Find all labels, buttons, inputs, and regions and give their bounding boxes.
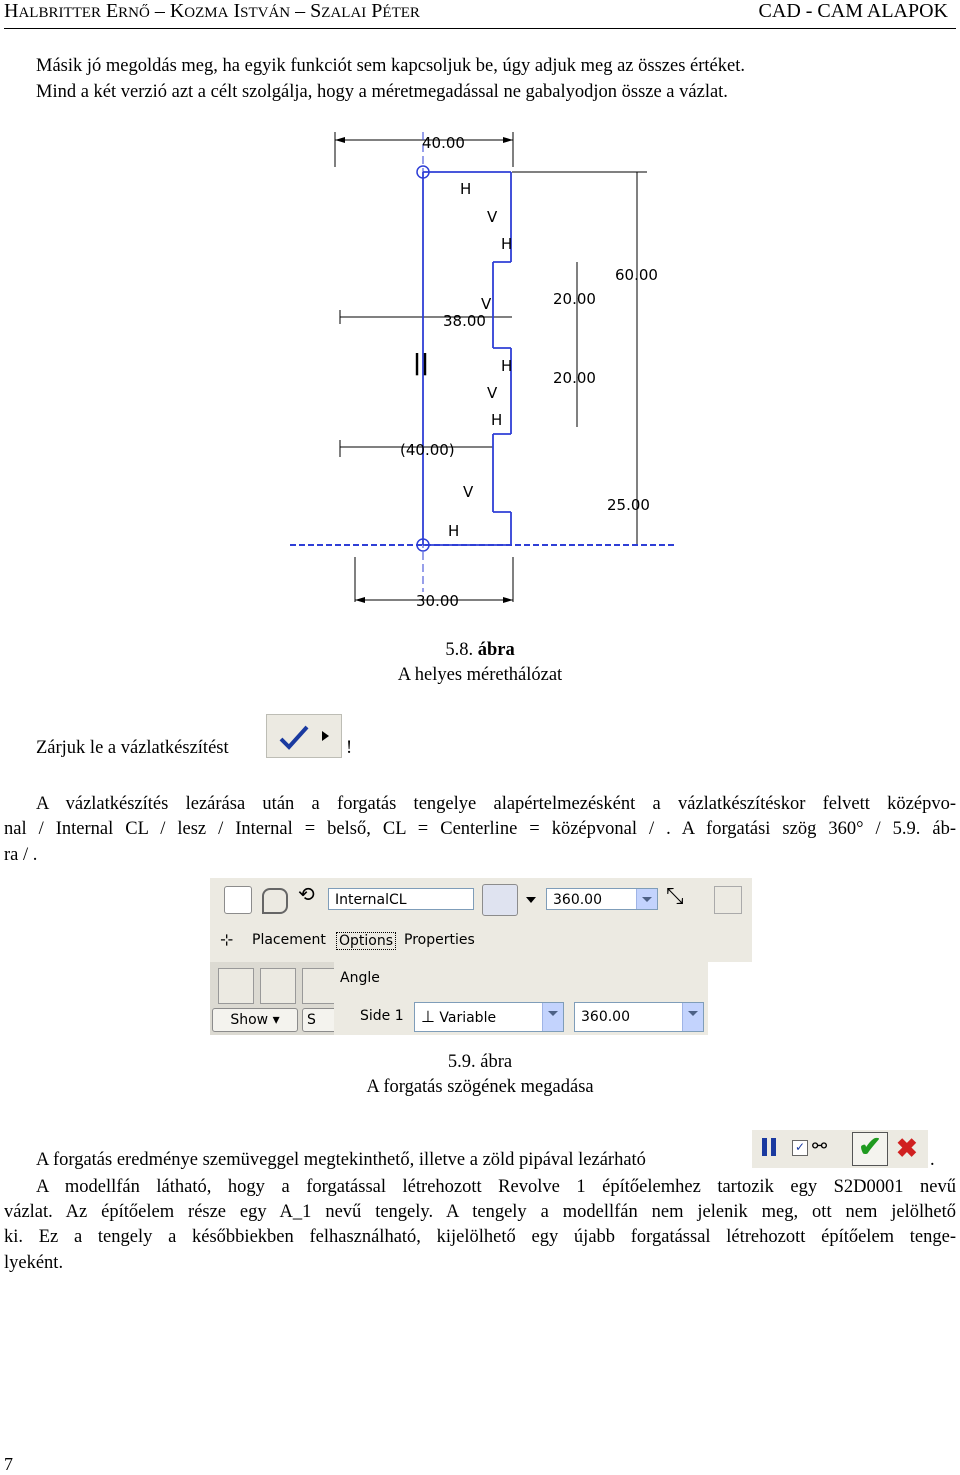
surface-icon[interactable] [262, 888, 288, 914]
preview-toolbar [752, 1130, 928, 1168]
para3-line-1-end: . [930, 1150, 935, 1170]
constraint-v: V [463, 483, 474, 501]
show-button[interactable]: Show ▾ [212, 1008, 298, 1032]
model-tree-icon[interactable] [218, 968, 254, 1004]
angle-field-top[interactable]: 360.00 [546, 888, 658, 910]
remove-material-icon[interactable] [714, 886, 742, 914]
intro-line-1: Másik jó megoldás meg, ha egyik funkciót sem kapcsoljuk be, úgy adjuk meg az összes értéket. [36, 56, 745, 76]
glasses-icon[interactable]: ⚯ [812, 1136, 828, 1156]
figure-59-number: 5.9. ábra [447, 1052, 513, 1072]
variable-select[interactable]: ⊥ Variable [414, 1002, 564, 1032]
header-authors: HALBRITTER ERNŐ – KOZMA ISTVÁN – SZALAI PÉTER [4, 0, 420, 22]
constraint-v: V [481, 295, 492, 313]
dim-r2: 20.00 [553, 290, 596, 308]
sketch-figure [285, 112, 685, 627]
dropdown-arrow-icon[interactable] [682, 1003, 703, 1031]
tab-options[interactable]: Options [336, 932, 396, 950]
angle-type-button[interactable] [482, 884, 518, 916]
para2-line-1: A vázlatkészítés lezárása után a forgatás tengelye alapértelmezésként a vázlatkészítéskor felvett középvo- [36, 794, 956, 814]
para3-line-4: ki. Ez a tengely a későbbiekben felhasználható, kijelölhető egy újabb forgatással létrehozott építőelem tenge- [4, 1227, 956, 1247]
cancel-icon[interactable]: ✖ [896, 1134, 918, 1163]
angle-field-side[interactable]: 360.00 [574, 1002, 704, 1032]
panel-blank [708, 962, 752, 1035]
check-icon [281, 727, 307, 747]
dim-top: 40.00 [422, 134, 465, 152]
dim-left: (40.00) [400, 441, 455, 459]
para3-line-2: A modellfán látható, hogy a forgatással létrehozott Revolve 1 építőelemhez tartozik egy S2D0001 nevű [36, 1177, 956, 1197]
checkbox-icon[interactable]: ✓ [792, 1140, 808, 1156]
intro-line-2: Mind a két verzió azt a célt szolgálja, hogy a méretmegadással ne gabalyodjon össze a vázlat. [36, 82, 728, 102]
para2-line-3: ra / . [4, 845, 38, 865]
flip-icon[interactable]: ⤡ [666, 884, 684, 909]
constraint-h: H [448, 522, 460, 540]
dropdown-arrow-icon[interactable] [526, 897, 536, 903]
constraint-v: V [487, 384, 498, 402]
angle-label: Angle [340, 970, 380, 986]
close-sketch-exclaim: ! [346, 738, 353, 758]
constraint-h: H [501, 357, 513, 375]
solid-icon[interactable] [224, 886, 252, 914]
dim-r4: 25.00 [607, 496, 650, 514]
dropdown-arrow-icon[interactable] [636, 889, 657, 909]
variable-icon: ⊥ [421, 1007, 435, 1026]
page-number: 7 [4, 1454, 13, 1474]
revolve-dashboard [210, 878, 752, 1035]
constraint-h: H [491, 411, 503, 429]
constraint-h: H [460, 180, 472, 198]
options-panel [334, 962, 708, 1035]
dim-bottom: 30.00 [416, 592, 459, 610]
para3-line-1: A forgatás eredménye szemüveggel megtekinthető, illetve a zöld pipával lezárható [36, 1150, 646, 1170]
constraint-v: V [487, 208, 498, 226]
figure-58-caption: A helyes mérethálózat [397, 665, 563, 685]
tree-tabs [210, 962, 340, 1035]
layers-icon[interactable] [260, 968, 296, 1004]
dim-mid: 38.00 [443, 312, 486, 330]
para2-line-2: nal / Internal CL / lesz / Internal = belső, CL = Centerline = középvonal / . A forgatási szög 360° / 5.9. áb- [4, 819, 956, 839]
figure-59-caption: A forgatás szögének megadása [366, 1077, 594, 1097]
side-label: Side 1 [360, 1008, 404, 1024]
tab-placement[interactable]: Placement [252, 932, 326, 948]
play-arrow-icon [322, 731, 329, 741]
constraint-h: H [501, 235, 513, 253]
header-title: CAD - CAM ALAPOK [758, 0, 948, 22]
settings-button[interactable]: S [302, 1008, 338, 1032]
dim-r1: 60.00 [615, 266, 658, 284]
axis-field[interactable]: InternalCL [328, 888, 474, 910]
dropdown-arrow-icon[interactable] [542, 1003, 563, 1031]
axis-icon[interactable]: ⟲ [298, 882, 315, 906]
figure-58-number: 5.8. ábra [445, 640, 515, 660]
para3-line-3: vázlat. Az építőelem része egy A_1 nevű tengely. A tengely a modellfán nem jelenik meg, ott nem jelölhető [4, 1202, 956, 1222]
header-rule [4, 28, 956, 29]
tab-properties[interactable]: Properties [404, 932, 475, 948]
favorites-icon[interactable] [302, 968, 338, 1004]
done-button-image [266, 714, 342, 758]
check-green-icon[interactable]: ✔ [852, 1132, 888, 1166]
dim-r3: 20.00 [553, 369, 596, 387]
pause-icon[interactable] [760, 1138, 780, 1158]
parallel-symbol: || [413, 351, 430, 376]
placement-icon: ⊹ [220, 930, 234, 949]
para3-line-5: lyeként. [4, 1253, 64, 1273]
close-sketch-text: Zárjuk le a vázlatkészítést [36, 738, 229, 758]
